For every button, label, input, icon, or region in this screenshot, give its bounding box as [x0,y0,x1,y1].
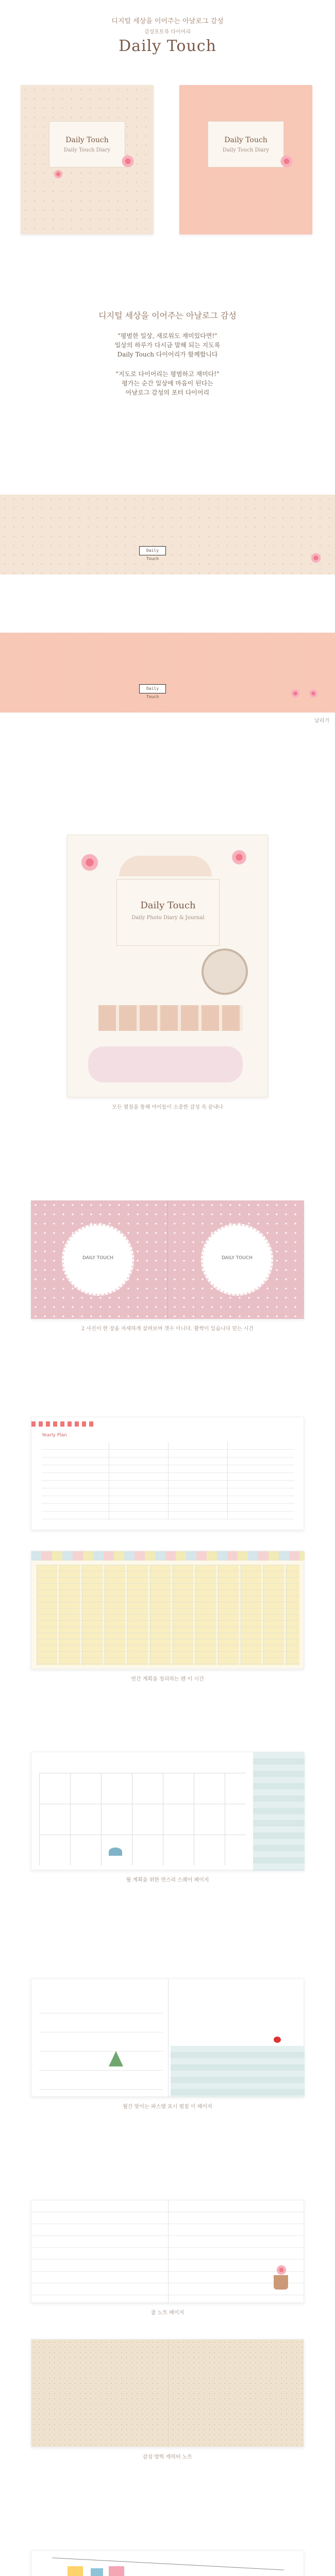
inner-cover-page [67,835,268,1097]
cover-label-title: Daily Touch [65,136,109,144]
table-header-pattern [31,1551,305,1561]
yearly-table [31,1551,304,1669]
desc-line: "지도로 다이어리는 평범하고 재미다!" [115,370,220,378]
girl-icon [311,553,322,564]
cover-label-beige [49,121,125,167]
lined-fold [168,2200,169,2303]
cover-label-pink [208,121,284,167]
clock-icon [202,948,248,995]
cupcake-icon [291,689,300,698]
shirt-icon [68,2566,83,2576]
inner-cover-caption: 모든 펼침을 통해 아이들이 소중한 감성 속 끝내나 [112,1105,223,1110]
quote-line: "평범한 일상, 새로워도 재미있다면!" [118,332,217,340]
kraft-caption: 감성 방학 캐릭터 노트 [142,2454,193,2460]
shirt-icon [91,2568,103,2576]
flower-icon [231,849,247,865]
header-section [0,15,335,55]
inner-cover-title: Daily Touch [140,900,196,911]
cover-card-pink [179,85,312,234]
tagline: 디지털 세상을 이어주는 아날로그 감성 [111,18,224,25]
table-grid [37,1565,299,1665]
weekly-pattern [171,2046,305,2097]
cover-label-title: Daily Touch [224,136,267,144]
planner-title: Yearly Plan [42,1433,67,1438]
intro-desc [0,369,335,397]
planner-caption: 연간 계획을 정리하는 펜 이 시간 [131,1676,204,1682]
pink-spread [31,1200,304,1319]
barcode-tag: Daily Touch [139,546,166,555]
weekly-fold [168,1979,169,2097]
flowerpot-icon [274,2275,288,2290]
barcode-tag: Daily Touch [139,684,166,693]
weekly-page [31,1978,304,2097]
strip-caption: 날리기 [314,718,329,724]
beige-strip [0,495,335,574]
kraft-page [31,2339,304,2447]
right-badge [201,1224,273,1296]
cover-label-small: Daily Touch Diary [63,147,111,153]
calendar-grid [39,1773,245,1866]
quote-line: 일상의 하루가 다시금 말해 되는 지도록 [114,342,221,349]
clothesline [52,2557,283,2570]
calendar-sidebar [253,1752,305,1871]
flower-icon [80,853,99,872]
lined-caption: 줄 노트 페이지 [150,2310,185,2316]
bird-icon [274,2037,281,2043]
tree-icon [109,2051,123,2066]
kraft-fold [168,2340,169,2448]
brand-title: Daily Touch [119,37,216,55]
bunting-decoration [31,1421,93,1427]
monthly-calendar [31,1752,304,1870]
dress-icon [109,2566,124,2576]
cover-label-small: Daily Touch Diary [222,147,270,153]
intro-heading: 디지털 세상을 이어주는 아날로그 감성 [98,311,237,320]
column-divider [227,1442,228,1519]
flower-icon [276,2265,287,2276]
inner-cover-subtitle: Daily Photo Diary & Journal [131,915,205,921]
flower-icon [54,170,63,179]
calendar-caption: 월 계획을 위한 먼스리 스퀘어 페이지 [126,1877,209,1883]
flower-icon [121,155,135,168]
left-badge [62,1224,134,1296]
lined-page [31,2200,304,2303]
pink-spread-caption: 2 사진이 한 장을 자세하게 살펴보며 갯수 이니다. 활짝이 있습니다 믿는 시간 [81,1326,254,1332]
weekly-caption: 월간 맞이는 파스텔 표시 펼칠 이 페이지 [123,2104,212,2110]
column-divider [168,1442,169,1519]
flower-icon [280,155,293,168]
illustration-page [31,2550,304,2576]
intro-section [0,309,335,397]
desc-line: 아날로그 감성의 포터 다이어리 [125,389,210,396]
arch-decoration [119,856,212,876]
bird-icon [109,1848,122,1856]
cover-card-beige [21,85,154,234]
spread-fold [167,1200,168,1319]
desc-line: 평가는 순간 일상에 마음이 된다는 [122,380,213,387]
badge-label: DAILY TOUCH [82,1256,113,1261]
yearly-planner [31,1417,304,1530]
quote-line: Daily Touch 다이어리가 함께합니다 [117,351,218,358]
subtitle: 감성포토북 다이어리 [144,29,191,35]
flower-bed [88,1046,243,1082]
weekly-left-lines [39,1994,163,2092]
badge-label: DAILY TOUCH [222,1256,253,1261]
pink-strip [0,633,335,713]
photo-strip [98,1005,243,1031]
intro-quote [0,331,335,359]
cupcake-icon [309,689,318,698]
inner-cover-label [116,879,220,946]
